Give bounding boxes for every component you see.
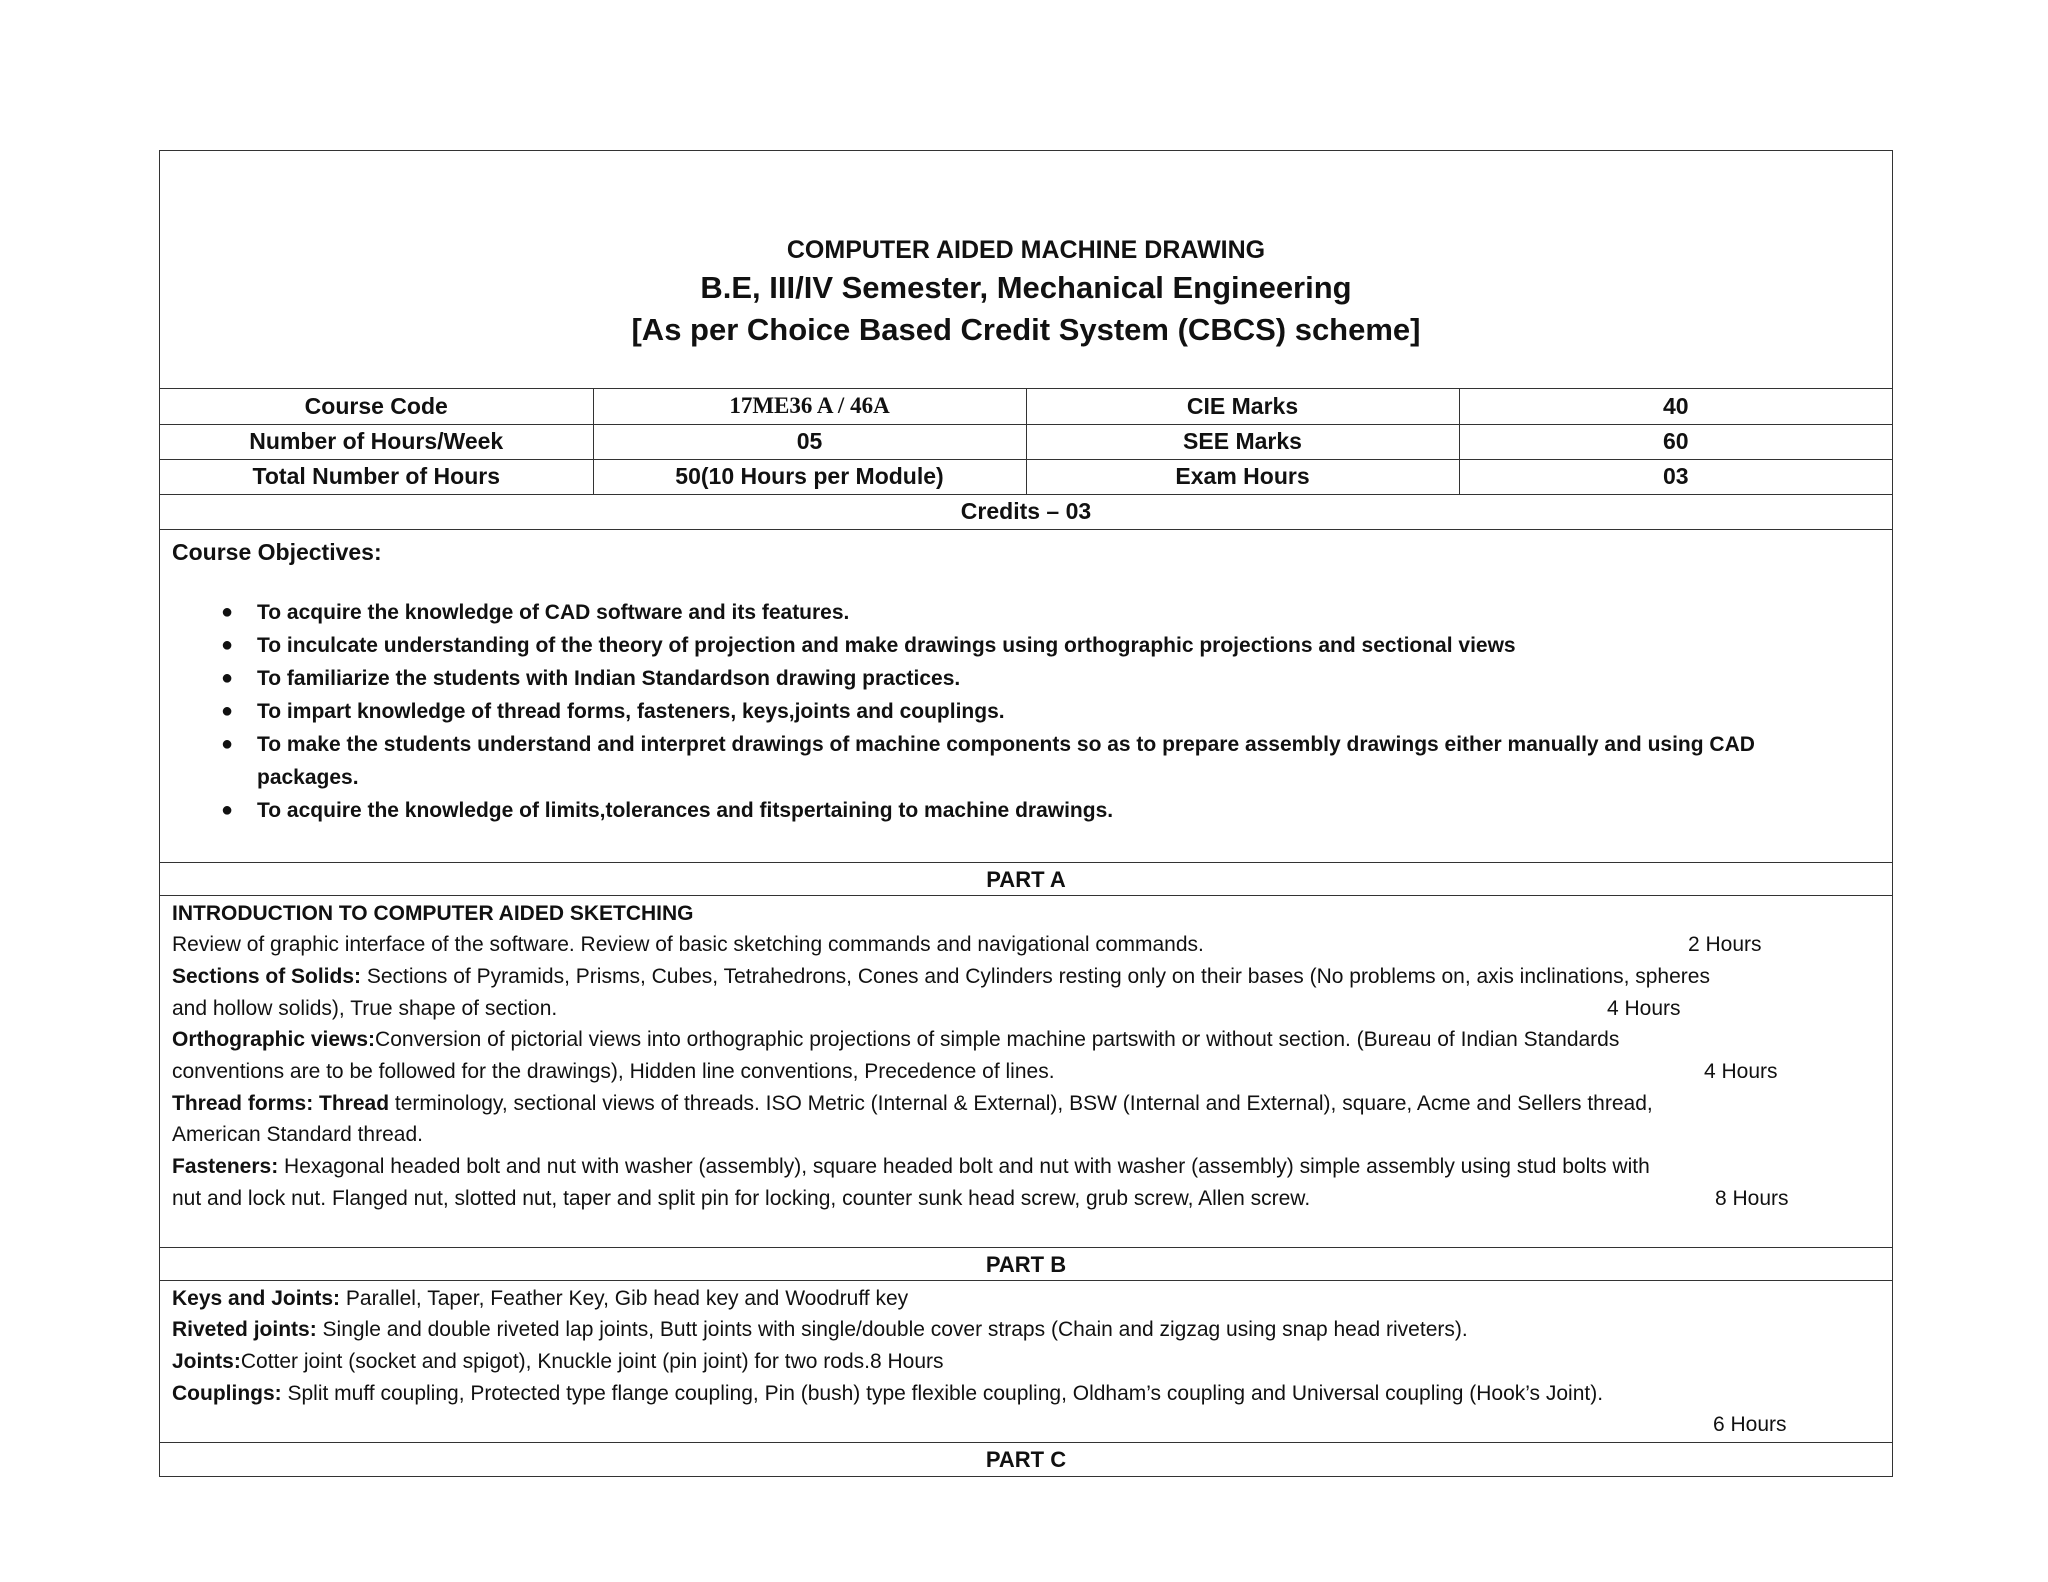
course-subtitle: B.E, III/IV Semester, Mechanical Engineering	[700, 270, 1352, 305]
part-a-content	[160, 896, 1892, 1248]
table-row	[160, 494, 1892, 529]
objective-text: To familiarize the students with Indian Standardson drawing practices.	[257, 666, 961, 690]
table-cell: 50(10 Hours per Module)	[593, 459, 1026, 494]
joints-label: Joints:	[172, 1349, 241, 1373]
couplings-line	[172, 1378, 1880, 1410]
hours-label: 8 Hours	[1715, 1186, 1789, 1210]
list-item	[221, 662, 1880, 695]
bullet-icon: ●	[221, 699, 234, 722]
list-item	[221, 629, 1880, 662]
couplings-text: Split muff coupling, Protected type flange coupling, Pin (bush) type flexible coupling, Oldham’s coupling and Universal coupling (Hook’s Joint).	[281, 1381, 1604, 1405]
list-item-continuation	[257, 761, 1880, 794]
table-cell: 40	[1459, 389, 1892, 424]
thread-text: terminology, sectional views of threads. ISO Metric (Internal & External), BSW (Internal and External), square, Acme and Sellers thread,	[389, 1091, 1653, 1115]
objectives-list	[172, 596, 1880, 827]
part-c-heading: PART C	[985, 1446, 1067, 1472]
table-cell: Number of Hours/Week	[160, 424, 593, 459]
table-cell: 60	[1459, 424, 1892, 459]
sections-line-2	[172, 993, 1880, 1025]
fasteners-label: Fasteners:	[172, 1155, 279, 1179]
riveted-line	[172, 1314, 1880, 1346]
objective-text: To make the students understand and interpret drawings of machine components so as to prepare assembly drawings either manually and using CAD	[257, 732, 1755, 756]
objective-text: To acquire the knowledge of limits,tolerances and fitspertaining to machine drawings.	[257, 798, 1114, 822]
bullet-icon: ●	[221, 798, 234, 821]
course-header	[160, 151, 1892, 389]
bullet-icon: ●	[221, 633, 234, 656]
sections-text: and hollow solids), True shape of section.	[172, 996, 558, 1020]
part-a-heading: PART A	[160, 863, 1892, 896]
intro-title: INTRODUCTION TO COMPUTER AIDED SKETCHING	[172, 901, 694, 925]
ortho-line-1	[172, 1024, 1880, 1056]
intro-title-line	[172, 898, 1880, 930]
part-b-content	[160, 1281, 1892, 1443]
objective-text: packages.	[257, 765, 359, 789]
fasteners-line-2	[172, 1183, 1880, 1215]
table-cell: Exam Hours	[1026, 459, 1459, 494]
hours-label: 4 Hours	[1704, 1060, 1778, 1084]
objective-text: To impart knowledge of thread forms, fasteners, keys,joints and couplings.	[257, 699, 1005, 723]
course-objectives	[160, 530, 1892, 863]
objective-text: To inculcate understanding of the theory of projection and make drawings using orthographic projections and sectional views	[257, 633, 1516, 657]
thread-text: American Standard thread.	[172, 1123, 423, 1147]
syllabus-sheet	[159, 150, 1893, 1477]
list-item	[221, 728, 1880, 761]
list-item	[221, 695, 1880, 728]
course-info-table	[160, 389, 1892, 530]
keys-label: Keys and Joints:	[172, 1286, 341, 1310]
hours-label: 4 Hours	[1607, 996, 1681, 1020]
ortho-text: conventions are to be followed for the drawings), Hidden line conventions, Precedence of lines.	[172, 1060, 1055, 1084]
table-row	[160, 424, 1892, 459]
fasteners-line-1	[172, 1151, 1880, 1183]
couplings-hours-line	[172, 1409, 1880, 1441]
table-cell: Course Code	[160, 389, 593, 424]
credits-cell: Credits – 03	[160, 494, 1892, 529]
course-title: COMPUTER AIDED MACHINE DRAWING	[786, 236, 1266, 264]
hours-label: 6 Hours	[1713, 1413, 1787, 1437]
table-row	[160, 389, 1892, 424]
thread-line-1	[172, 1088, 1880, 1120]
bullet-icon: ●	[221, 600, 234, 623]
course-scheme: [As per Choice Based Credit System (CBCS) scheme]	[631, 312, 1421, 347]
list-item	[221, 596, 1880, 629]
riveted-label: Riveted joints:	[172, 1318, 317, 1342]
hours-label: 2 Hours	[1688, 933, 1762, 957]
table-cell: 17ME36 A / 46A	[593, 389, 1026, 424]
joints-text: Cotter joint (socket and spigot), Knuckle joint (pin joint) for two rods.8 Hours	[240, 1349, 944, 1373]
keys-line	[172, 1283, 1880, 1315]
sections-line-1	[172, 961, 1880, 993]
thread-label: Thread forms: Thread	[172, 1091, 390, 1115]
keys-text: Parallel, Taper, Feather Key, Gib head key and Woodruff key	[340, 1286, 909, 1310]
joints-line	[172, 1346, 1880, 1378]
table-cell: SEE Marks	[1026, 424, 1459, 459]
intro-line	[172, 929, 1880, 961]
intro-text: Review of graphic interface of the software. Review of basic sketching commands and navigational commands.	[172, 933, 1204, 957]
sections-label: Sections of Solids:	[172, 964, 362, 988]
bullet-icon: ●	[221, 732, 234, 755]
objectives-heading: Course Objectives:	[172, 538, 382, 565]
table-cell: 03	[1459, 459, 1892, 494]
list-item	[221, 794, 1880, 827]
ortho-label: Orthographic views:	[172, 1028, 376, 1052]
bullet-icon: ●	[221, 666, 234, 689]
ortho-line-2	[172, 1056, 1880, 1088]
fasteners-text: Hexagonal headed bolt and nut with washer (assembly), square headed bolt and nut with washer (assembly) simple assembly using stud bolts with	[278, 1155, 1650, 1179]
part-b-heading: PART B	[160, 1248, 1892, 1281]
sections-text: Sections of Pyramids, Prisms, Cubes, Tetrahedrons, Cones and Cylinders resting only on their bases (No problems on, axis inclinations, spheres	[361, 964, 1710, 988]
riveted-text: Single and double riveted lap joints, Butt joints with single/double cover straps (Chain and zigzag using snap head riveters).	[316, 1318, 1468, 1342]
table-cell: Total Number of Hours	[160, 459, 593, 494]
thread-line-2	[172, 1119, 1880, 1151]
table-row	[160, 459, 1892, 494]
table-cell: 05	[593, 424, 1026, 459]
objective-text: To acquire the knowledge of CAD software and its features.	[257, 600, 850, 624]
ortho-text: Conversion of pictorial views into orthographic projections of simple machine partswith or without section. (Bureau of Indian Standards	[375, 1028, 1620, 1052]
couplings-label: Couplings:	[172, 1381, 282, 1405]
fasteners-text: nut and lock nut. Flanged nut, slotted nut, taper and split pin for locking, counter sunk head screw, grub screw, Allen screw.	[172, 1186, 1311, 1210]
table-cell: CIE Marks	[1026, 389, 1459, 424]
